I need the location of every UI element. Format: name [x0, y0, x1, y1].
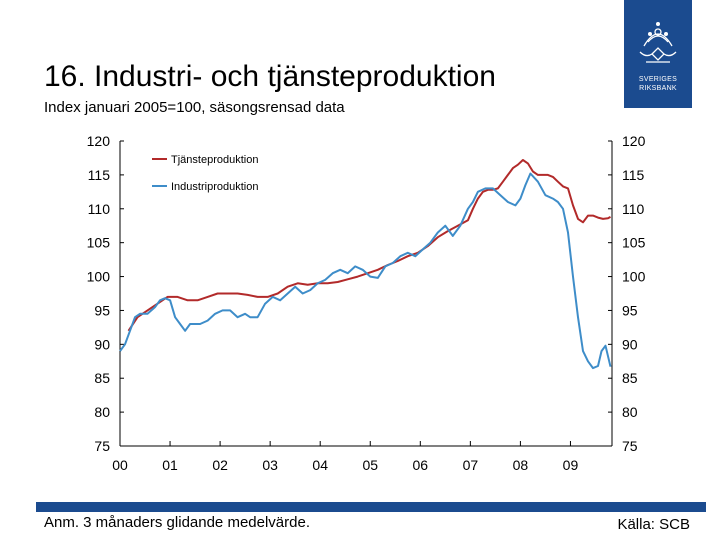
y-tick-label-right: 95 — [622, 302, 638, 319]
y-tick-label-left: 110 — [87, 200, 110, 217]
x-tick-label: 08 — [512, 457, 529, 473]
y-tick-label-left: 85 — [94, 370, 110, 387]
footnote: Anm. 3 månaders glidande medelvärde. — [44, 514, 310, 531]
x-tick-label: 01 — [162, 457, 178, 473]
y-tick-label-right: 85 — [622, 370, 638, 387]
chart-subtitle: Index januari 2005=100, säsongsrensad data — [44, 99, 345, 116]
y-tick-label-right: 90 — [622, 336, 638, 353]
y-tick-label-left: 105 — [86, 234, 110, 251]
y-tick-label-right: 100 — [622, 268, 646, 285]
y-tick-label-left: 115 — [87, 166, 110, 183]
x-tick-label: 03 — [262, 457, 278, 473]
y-tick-label-right: 115 — [622, 166, 645, 183]
y-tick-label-right: 120 — [622, 133, 646, 149]
x-tick-label: 02 — [212, 457, 228, 473]
x-tick-label: 09 — [562, 457, 579, 473]
x-tick-label: 07 — [462, 457, 479, 473]
y-tick-label-left: 80 — [94, 404, 110, 421]
y-tick-label-left: 95 — [94, 302, 110, 319]
legend-label: Tjänsteproduktion — [171, 154, 259, 166]
y-tick-label-right: 110 — [622, 200, 645, 217]
x-tick-label: 00 — [112, 457, 128, 473]
y-tick-label-left: 75 — [94, 438, 110, 454]
y-tick-label-right: 75 — [622, 438, 638, 454]
x-tick-label: 06 — [412, 457, 429, 473]
y-tick-label-left: 100 — [86, 268, 110, 285]
y-tick-label-right: 80 — [622, 404, 638, 421]
page-title: 16. Industri- och tjänsteproduktion — [44, 60, 496, 93]
x-tick-label: 05 — [362, 457, 379, 473]
logo-text-line2: RIKSBANK — [639, 85, 677, 92]
logo-text-line1: SVERIGES — [638, 76, 678, 83]
legend-label: Industriproduktion — [171, 181, 259, 193]
source-label: Källa: SCB — [617, 516, 690, 533]
y-tick-label-right: 105 — [622, 234, 646, 251]
series-line-industry — [120, 174, 611, 369]
x-tick-label: 04 — [312, 457, 328, 473]
y-tick-label-left: 90 — [94, 336, 110, 353]
y-tick-label-left: 120 — [86, 133, 110, 149]
footer-bar — [36, 502, 706, 512]
